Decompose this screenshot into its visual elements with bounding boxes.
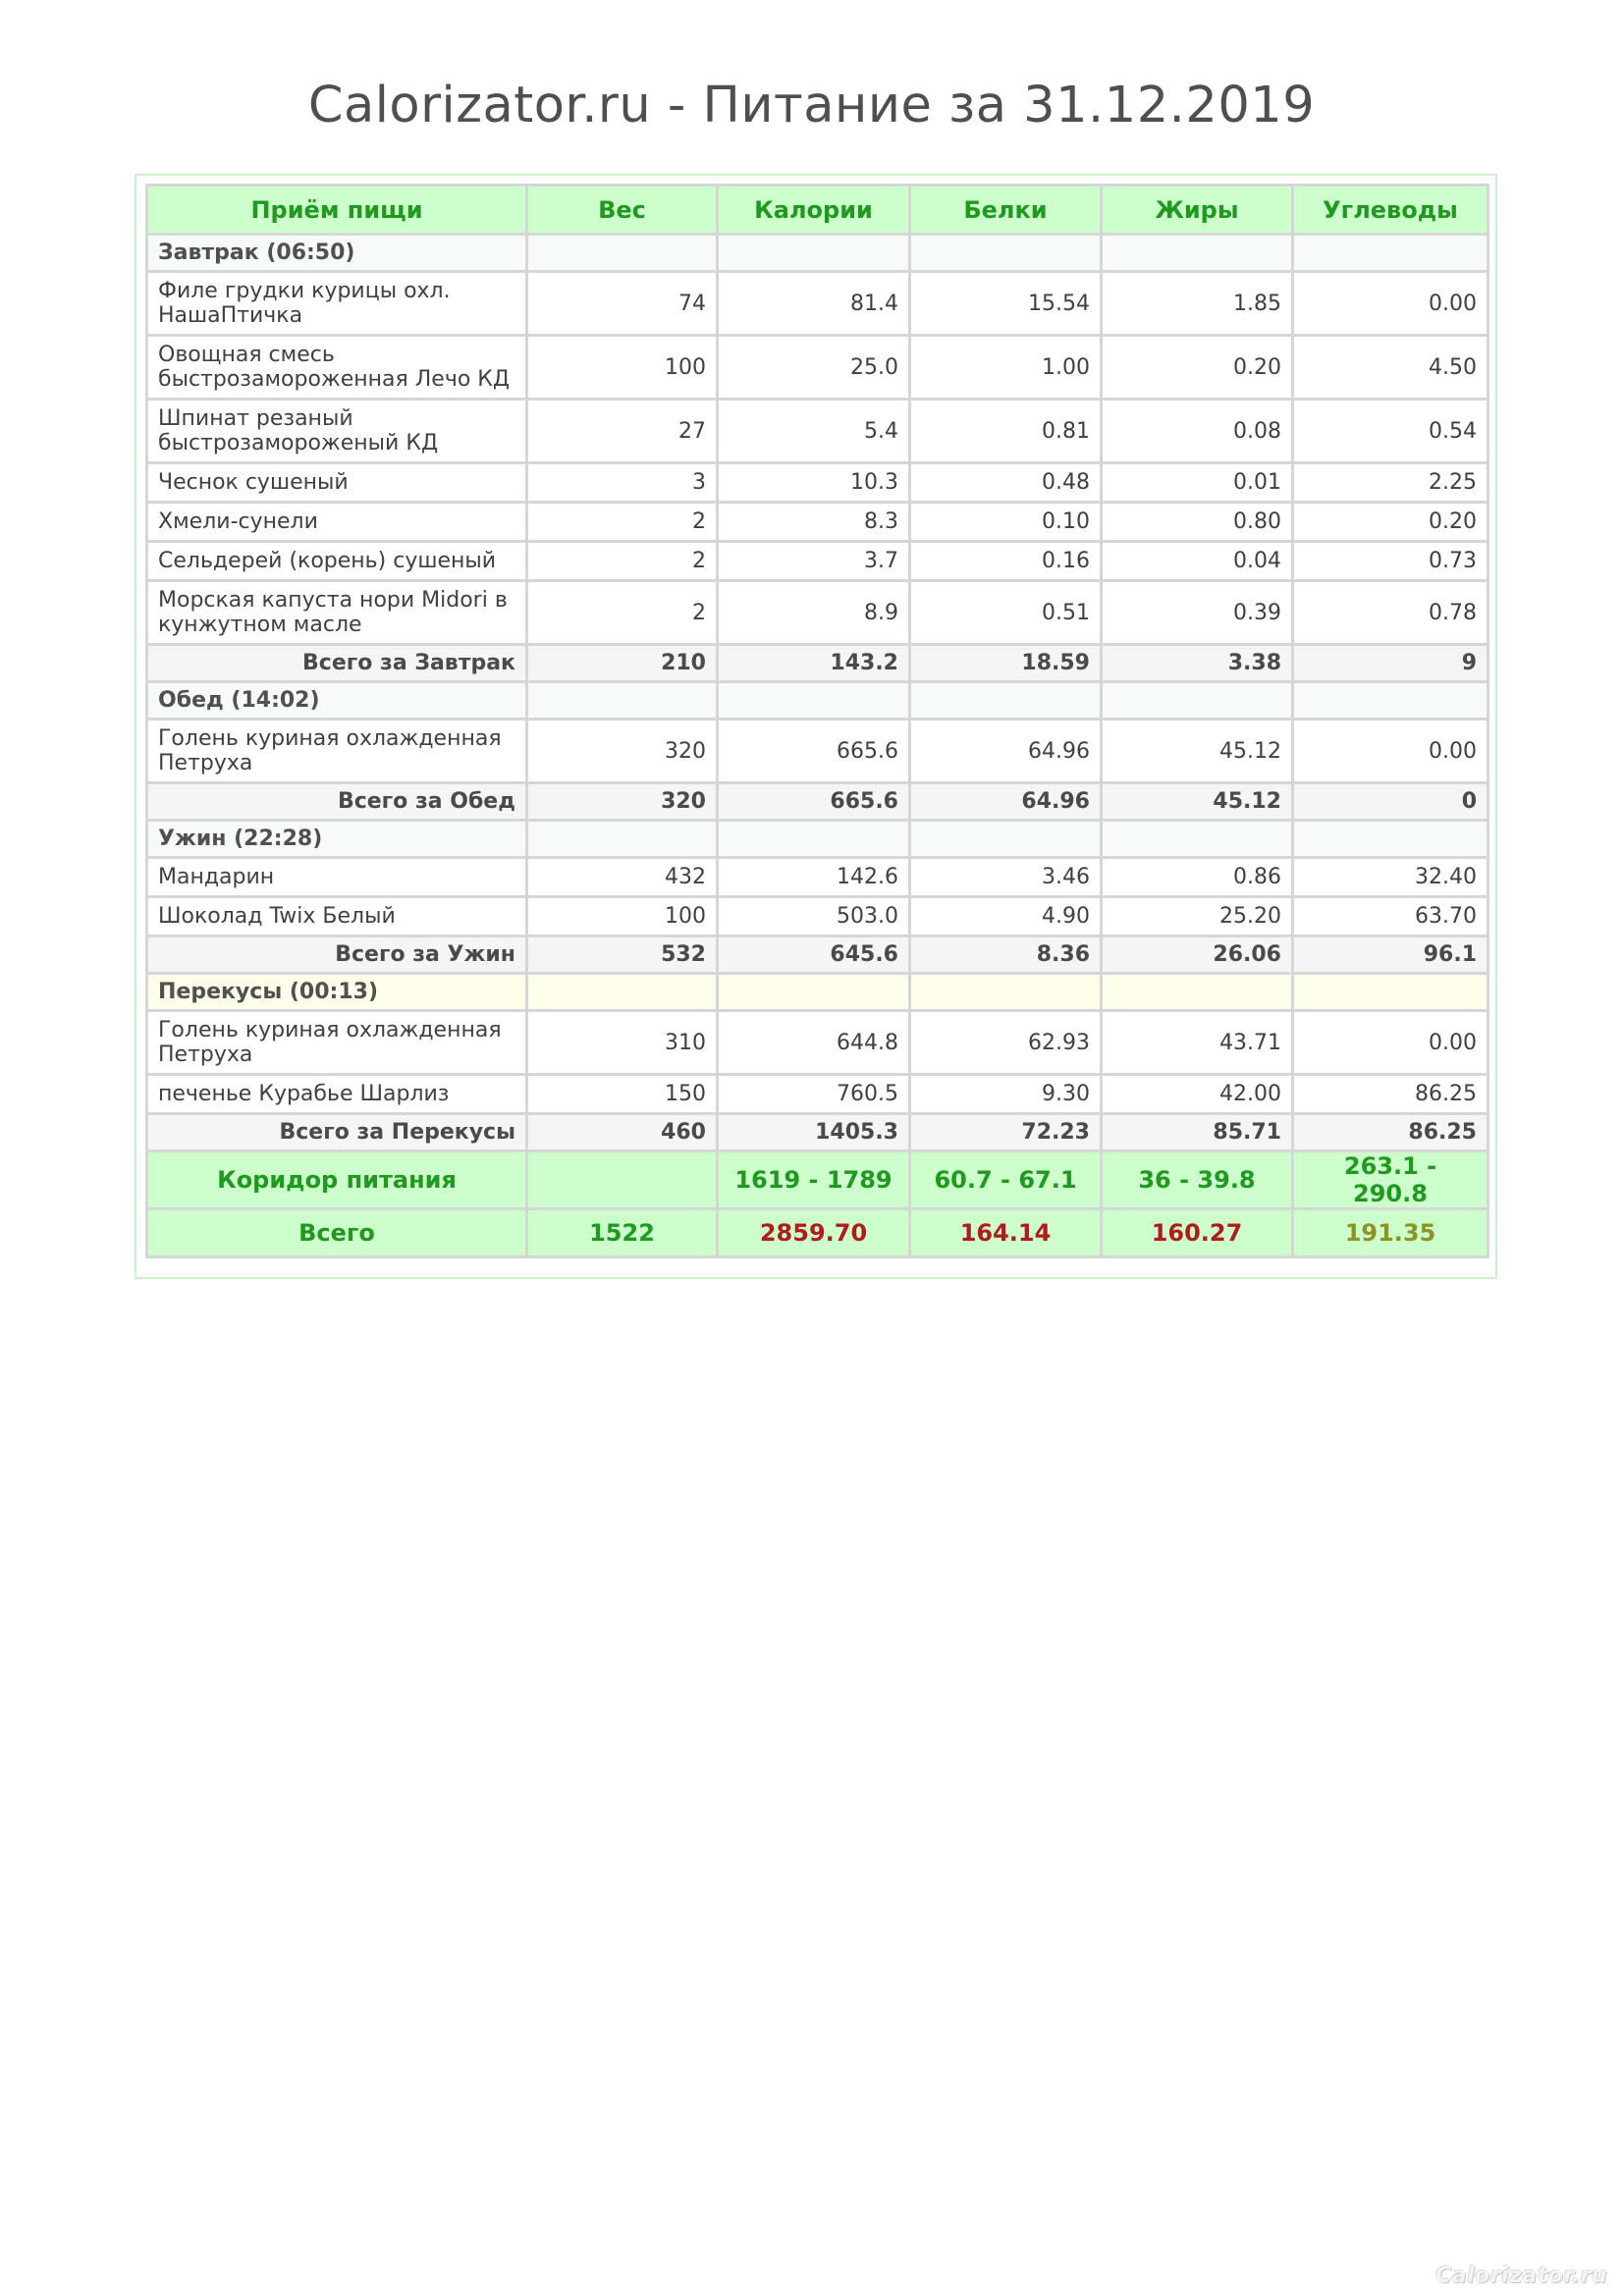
food-fat: 42.00 (1102, 1075, 1293, 1114)
column-header-weight: Вес (527, 186, 718, 235)
total-kcal: 645.6 (718, 936, 910, 974)
total-carbs: 86.25 (1293, 1114, 1488, 1151)
food-name: Шоколад Twix Белый (147, 897, 527, 936)
food-carbs: 0.00 (1293, 720, 1488, 783)
food-carbs: 0.00 (1293, 272, 1488, 336)
food-name: Чеснок сушеный (147, 463, 527, 503)
food-weight: 27 (527, 400, 718, 463)
nutrition-corridor-row (147, 1151, 1488, 1209)
corridor-kcal: 1619 - 1789 (718, 1151, 910, 1209)
total-protein: 64.96 (910, 783, 1102, 821)
food-weight: 320 (527, 720, 718, 783)
food-carbs: 4.50 (1293, 336, 1488, 400)
food-kcal: 760.5 (718, 1075, 910, 1114)
total-fat: 45.12 (1102, 783, 1293, 821)
food-kcal: 10.3 (718, 463, 910, 503)
food-fat: 43.71 (1102, 1011, 1293, 1075)
grand-total-label: Всего (147, 1209, 527, 1257)
food-protein: 0.16 (910, 542, 1102, 581)
corridor-carbs: 263.1 - 290.8 (1293, 1151, 1488, 1209)
meal-header-row (147, 974, 1488, 1011)
food-kcal: 644.8 (718, 1011, 910, 1075)
food-weight: 2 (527, 581, 718, 645)
food-fat: 0.20 (1102, 336, 1293, 400)
food-weight: 100 (527, 336, 718, 400)
meal-title: Обед (14:02) (147, 682, 527, 720)
table-row (147, 336, 1488, 400)
food-carbs: 0.54 (1293, 400, 1488, 463)
food-protein: 62.93 (910, 1011, 1102, 1075)
total-protein: 18.59 (910, 645, 1102, 682)
food-kcal: 503.0 (718, 897, 910, 936)
food-carbs: 0.00 (1293, 1011, 1488, 1075)
food-name: Мандарин (147, 858, 527, 897)
food-carbs: 2.25 (1293, 463, 1488, 503)
meal-total-label: Всего за Ужин (147, 936, 527, 974)
corridor-protein: 60.7 - 67.1 (910, 1151, 1102, 1209)
column-header-kcal: Калории (718, 186, 910, 235)
food-name: Шпинат резаный быстрозамороженый КД (147, 400, 527, 463)
food-fat: 0.01 (1102, 463, 1293, 503)
food-protein: 9.30 (910, 1075, 1102, 1114)
food-protein: 0.10 (910, 503, 1102, 542)
total-weight: 532 (527, 936, 718, 974)
food-weight: 432 (527, 858, 718, 897)
food-carbs: 0.78 (1293, 581, 1488, 645)
food-fat: 0.80 (1102, 503, 1293, 542)
meal-total-row (147, 936, 1488, 974)
food-fat: 1.85 (1102, 272, 1293, 336)
food-carbs: 0.73 (1293, 542, 1488, 581)
column-header-carbs: Углеводы (1293, 186, 1488, 235)
food-protein: 1.00 (910, 336, 1102, 400)
table-row (147, 581, 1488, 645)
corridor-fat: 36 - 39.8 (1102, 1151, 1293, 1209)
total-kcal: 665.6 (718, 783, 910, 821)
food-name: Овощная смесь быстрозамороженная Лечо КД (147, 336, 527, 400)
total-carbs: 0 (1293, 783, 1488, 821)
food-name: Филе грудки курицы охл. НашаПтичка (147, 272, 527, 336)
food-fat: 0.04 (1102, 542, 1293, 581)
meal-total-label: Всего за Завтрак (147, 645, 527, 682)
table-row (147, 1075, 1488, 1114)
total-protein: 8.36 (910, 936, 1102, 974)
total-fat: 26.06 (1102, 936, 1293, 974)
total-fat: 3.38 (1102, 645, 1293, 682)
food-weight: 100 (527, 897, 718, 936)
total-carbs: 96.1 (1293, 936, 1488, 974)
corridor-label: Коридор питания (147, 1151, 527, 1209)
food-name: Морская капуста нори Midori в кунжутном масле (147, 581, 527, 645)
food-kcal: 25.0 (718, 336, 910, 400)
meal-header-row (147, 235, 1488, 272)
table-row (147, 503, 1488, 542)
column-header-protein: Белки (910, 186, 1102, 235)
grand-total-protein: 164.14 (910, 1209, 1102, 1257)
food-kcal: 3.7 (718, 542, 910, 581)
food-fat: 0.86 (1102, 858, 1293, 897)
food-weight: 74 (527, 272, 718, 336)
table-header-row (147, 186, 1488, 235)
meal-title: Ужин (22:28) (147, 821, 527, 858)
food-weight: 150 (527, 1075, 718, 1114)
food-kcal: 5.4 (718, 400, 910, 463)
food-fat: 0.39 (1102, 581, 1293, 645)
food-protein: 0.81 (910, 400, 1102, 463)
food-carbs: 63.70 (1293, 897, 1488, 936)
food-name: Хмели-сунели (147, 503, 527, 542)
food-kcal: 81.4 (718, 272, 910, 336)
grand-total-weight: 1522 (527, 1209, 718, 1257)
food-name: печенье Курабье Шарлиз (147, 1075, 527, 1114)
total-kcal: 143.2 (718, 645, 910, 682)
food-carbs: 86.25 (1293, 1075, 1488, 1114)
food-carbs: 32.40 (1293, 858, 1488, 897)
corridor-weight (527, 1151, 718, 1209)
meal-total-label: Всего за Перекусы (147, 1114, 527, 1151)
food-protein: 0.48 (910, 463, 1102, 503)
total-weight: 320 (527, 783, 718, 821)
total-kcal: 1405.3 (718, 1114, 910, 1151)
food-kcal: 8.3 (718, 503, 910, 542)
food-fat: 45.12 (1102, 720, 1293, 783)
food-name: Голень куриная охлажденная Петруха (147, 1011, 527, 1075)
column-header-fat: Жиры (1102, 186, 1293, 235)
meal-header-row (147, 821, 1488, 858)
meal-total-row (147, 783, 1488, 821)
meal-total-row (147, 645, 1488, 682)
grand-total-fat: 160.27 (1102, 1209, 1293, 1257)
table-row (147, 858, 1488, 897)
food-protein: 15.54 (910, 272, 1102, 336)
food-protein: 64.96 (910, 720, 1102, 783)
table-row (147, 463, 1488, 503)
meal-title: Перекусы (00:13) (147, 974, 527, 1011)
meal-total-label: Всего за Обед (147, 783, 527, 821)
site-watermark: Calorizator.ru (1435, 2264, 1607, 2288)
food-weight: 310 (527, 1011, 718, 1075)
food-carbs: 0.20 (1293, 503, 1488, 542)
meal-title: Завтрак (06:50) (147, 235, 527, 272)
total-fat: 85.71 (1102, 1114, 1293, 1151)
table-row (147, 1011, 1488, 1075)
food-kcal: 665.6 (718, 720, 910, 783)
food-protein: 0.51 (910, 581, 1102, 645)
meal-total-row (147, 1114, 1488, 1151)
food-fat: 0.08 (1102, 400, 1293, 463)
total-protein: 72.23 (910, 1114, 1102, 1151)
table-row (147, 400, 1488, 463)
food-protein: 4.90 (910, 897, 1102, 936)
food-weight: 2 (527, 542, 718, 581)
table-row (147, 897, 1488, 936)
grand-total-kcal: 2859.70 (718, 1209, 910, 1257)
food-weight: 2 (527, 503, 718, 542)
table-row (147, 272, 1488, 336)
column-header-meal: Приём пищи (147, 186, 527, 235)
grand-total-carbs: 191.35 (1293, 1209, 1488, 1257)
food-kcal: 8.9 (718, 581, 910, 645)
page-title: Calorizator.ru - Питание за 31.12.2019 (307, 77, 1316, 134)
table-row (147, 720, 1488, 783)
grand-total-row (147, 1209, 1488, 1257)
food-name: Голень куриная охлажденная Петруха (147, 720, 527, 783)
food-weight: 3 (527, 463, 718, 503)
food-fat: 25.20 (1102, 897, 1293, 936)
total-weight: 210 (527, 645, 718, 682)
food-protein: 3.46 (910, 858, 1102, 897)
food-kcal: 142.6 (718, 858, 910, 897)
nutrition-table (145, 184, 1489, 1258)
food-name: Сельдерей (корень) сушеный (147, 542, 527, 581)
total-weight: 460 (527, 1114, 718, 1151)
total-carbs: 9 (1293, 645, 1488, 682)
meal-header-row (147, 682, 1488, 720)
table-row (147, 542, 1488, 581)
